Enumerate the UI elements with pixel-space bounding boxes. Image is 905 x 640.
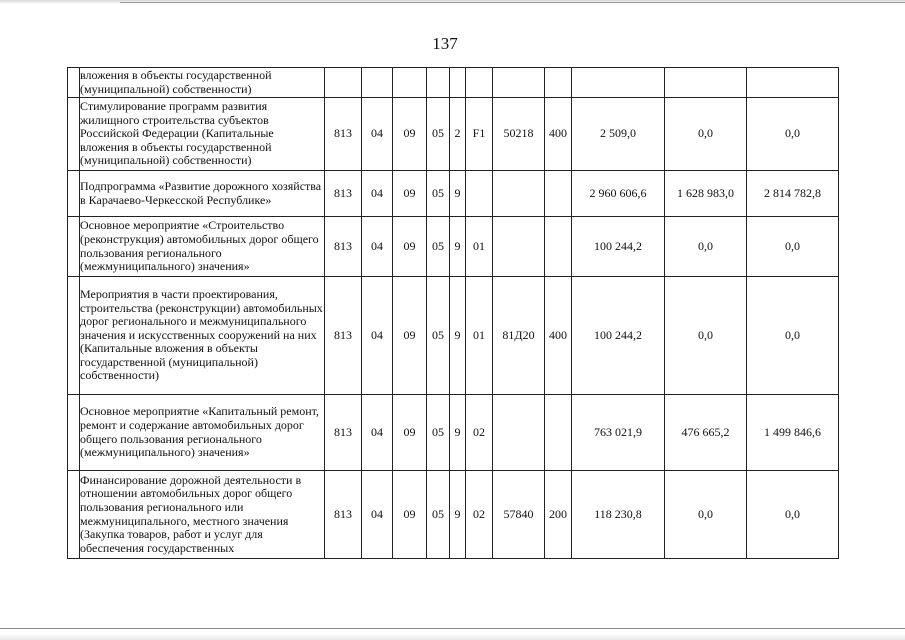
- pr-code: 09: [393, 395, 427, 471]
- rz-code: 04: [362, 171, 393, 217]
- amount-year2: 476 665,2: [665, 395, 747, 471]
- index-cell: [68, 277, 80, 395]
- table-row: [68, 217, 839, 277]
- table-row: [68, 471, 839, 559]
- index-cell: [68, 471, 80, 559]
- index-cell: [68, 68, 80, 98]
- table-row: [68, 171, 839, 217]
- activity-code: 01: [466, 217, 493, 277]
- subprogram-code: 9: [450, 171, 466, 217]
- expense-type-code: [545, 171, 572, 217]
- index-cell: [68, 395, 80, 471]
- scan-line-top: [120, 2, 905, 3]
- amount-year2: 0,0: [665, 98, 747, 171]
- direction-code: 81Д20: [493, 277, 545, 395]
- item-name: вложения в объекты государственной (муниципальной) собственности): [80, 68, 325, 98]
- amount-year2: [665, 68, 747, 98]
- direction-code: [493, 395, 545, 471]
- program-code: [427, 68, 450, 98]
- pr-code: [393, 68, 427, 98]
- gr-code: 813: [325, 277, 362, 395]
- pr-code: 09: [393, 217, 427, 277]
- activity-code: F1: [466, 98, 493, 171]
- item-name: Подпрограмма «Развитие дорожного хозяйства в Карачаево-Черкесской Республике»: [80, 171, 325, 217]
- subprogram-code: 9: [450, 395, 466, 471]
- amount-year1: 100 244,2: [572, 277, 665, 395]
- expense-type-code: [545, 68, 572, 98]
- rz-code: 04: [362, 395, 393, 471]
- program-code: 05: [427, 98, 450, 171]
- pr-code: 09: [393, 98, 427, 171]
- program-code: 05: [427, 277, 450, 395]
- amount-year3: 0,0: [747, 98, 839, 171]
- expense-type-code: 200: [545, 471, 572, 559]
- pr-code: 09: [393, 171, 427, 217]
- gr-code: 813: [325, 395, 362, 471]
- amount-year1: 2 509,0: [572, 98, 665, 171]
- amount-year3: [747, 68, 839, 98]
- scan-line-bottom: [0, 628, 905, 629]
- index-cell: [68, 171, 80, 217]
- amount-year3: 0,0: [747, 217, 839, 277]
- amount-year1: [572, 68, 665, 98]
- activity-code: [466, 68, 493, 98]
- pr-code: 09: [393, 471, 427, 559]
- direction-code: [493, 217, 545, 277]
- amount-year1: 100 244,2: [572, 217, 665, 277]
- activity-code: 02: [466, 471, 493, 559]
- rz-code: 04: [362, 98, 393, 171]
- amount-year3: 2 814 782,8: [747, 171, 839, 217]
- expense-type-code: 400: [545, 277, 572, 395]
- amount-year2: 0,0: [665, 217, 747, 277]
- index-cell: [68, 98, 80, 171]
- rz-code: 04: [362, 277, 393, 395]
- item-name: Основное мероприятие «Строительство (реконструкция) автомобильных дорог общего пользования регионального (межмуниципального) значения»: [80, 217, 325, 277]
- item-name: Мероприятия в части проектирования, строительства (реконструкции) автомобильных дорог регионального и межмуниципального значения и искусственных сооружений на них (Капитальные вложения в объекты государственной (муниципальной) собственности): [80, 277, 325, 395]
- activity-code: 02: [466, 395, 493, 471]
- scan-edge-bottom: [0, 634, 905, 640]
- amount-year3: 0,0: [747, 471, 839, 559]
- subprogram-code: 2: [450, 98, 466, 171]
- table-row: [68, 98, 839, 171]
- item-name: Стимулирование программ развития жилищного строительства субъектов Российской Федерации (Капитальные вложения в объекты государственной (муниципальной) собственности): [80, 98, 325, 171]
- amount-year1: 2 960 606,6: [572, 171, 665, 217]
- gr-code: 813: [325, 471, 362, 559]
- rz-code: 04: [362, 471, 393, 559]
- subprogram-code: 9: [450, 277, 466, 395]
- amount-year1: 118 230,8: [572, 471, 665, 559]
- direction-code: 50218: [493, 98, 545, 171]
- subprogram-code: [450, 68, 466, 98]
- direction-code: 57840: [493, 471, 545, 559]
- program-code: 05: [427, 471, 450, 559]
- subprogram-code: 9: [450, 471, 466, 559]
- page-number: 137: [432, 34, 458, 53]
- gr-code: 813: [325, 98, 362, 171]
- pr-code: 09: [393, 277, 427, 395]
- rz-code: 04: [362, 217, 393, 277]
- amount-year2: 0,0: [665, 277, 747, 395]
- item-name: Основное мероприятие «Капитальный ремонт, ремонт и содержание автомобильных дорог общего пользования регионального (межмуниципального) значения»: [80, 395, 325, 471]
- activity-code: [466, 171, 493, 217]
- index-cell: [68, 217, 80, 277]
- expense-type-code: 400: [545, 98, 572, 171]
- budget-table: [67, 67, 839, 559]
- item-name: Финансирование дорожной деятельности в отношении автомобильных дорог общего пользования регионального или межмуниципального, местного значения (Закупка товаров, работ и услуг для обеспечения государственных: [80, 471, 325, 559]
- program-code: 05: [427, 217, 450, 277]
- table-row: [68, 395, 839, 471]
- amount-year1: 763 021,9: [572, 395, 665, 471]
- program-code: 05: [427, 171, 450, 217]
- amount-year3: 1 499 846,6: [747, 395, 839, 471]
- table-row: [68, 68, 839, 98]
- amount-year2: 0,0: [665, 471, 747, 559]
- subprogram-code: 9: [450, 217, 466, 277]
- expense-type-code: [545, 217, 572, 277]
- direction-code: [493, 68, 545, 98]
- activity-code: 01: [466, 277, 493, 395]
- amount-year3: 0,0: [747, 277, 839, 395]
- expense-type-code: [545, 395, 572, 471]
- gr-code: 813: [325, 217, 362, 277]
- program-code: 05: [427, 395, 450, 471]
- gr-code: 813: [325, 171, 362, 217]
- table-row: [68, 277, 839, 395]
- gr-code: [325, 68, 362, 98]
- direction-code: [493, 171, 545, 217]
- rz-code: [362, 68, 393, 98]
- amount-year2: 1 628 983,0: [665, 171, 747, 217]
